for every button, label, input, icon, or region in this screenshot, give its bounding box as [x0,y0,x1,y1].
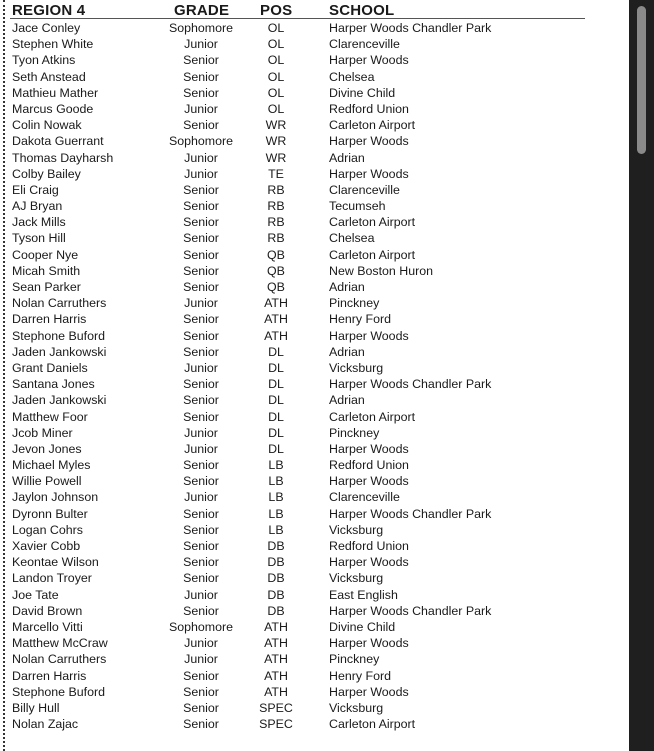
player-name: Cooper Nye [12,247,79,262]
player-grade-text: Senior [183,684,219,699]
player-grade-text: Senior [183,328,219,343]
player-grade-text: Senior [183,506,219,521]
table-row [0,360,620,376]
player-name: Jack Mills [12,215,66,230]
table-row [0,166,620,182]
player-name: Jaden Jankowski [12,344,107,359]
roster-table [0,20,620,732]
player-position-text: ATH [264,296,288,311]
player-grade-text: Sophomore [168,21,234,35]
player-school: Harper Woods [329,636,409,651]
player-school: Carleton Airport [329,118,416,133]
table-row [0,716,620,732]
player-name: Jaden Jankowski [12,393,107,408]
player-position-text: OL [267,37,285,52]
player-position-text: RB [267,199,285,214]
player-school: Redford Union [329,101,409,116]
player-grade-text: Junior [184,166,218,181]
player-position-text: DB [267,555,285,570]
player-name: Michael Myles [12,458,91,473]
player-grade-text: Senior [183,344,219,359]
player-name: Billy Hull [12,700,60,715]
player-grade-text: Senior [183,182,219,197]
player-position-text: ATH [264,636,288,651]
player-school: Adrian [329,344,365,359]
table-header [0,2,620,19]
table-row [0,489,620,505]
table-row [0,603,620,619]
player-school: Carleton Airport [329,717,416,732]
player-grade-text: Senior [183,231,219,246]
table-row [0,263,620,279]
player-school: Henry Ford [329,668,391,683]
player-position-text: DL [268,425,284,440]
player-school: Vicksburg [329,360,384,375]
player-grade-text: Senior [183,458,219,473]
table-row [0,506,620,522]
player-school: Harper Woods [329,474,409,489]
table-row [0,700,620,716]
player-school: New Boston Huron [329,263,433,278]
player-name: Santana Jones [12,377,95,392]
table-row [0,473,620,489]
player-name: Dakota Guerrant [12,134,104,149]
player-name: Marcello Vitti [12,619,83,634]
player-grade-text: Junior [184,150,218,165]
player-name: Joe Tate [12,587,59,602]
player-grade-text: Senior [183,539,219,553]
player-position-text: ATH [264,652,288,667]
player-grade-text: Senior [183,555,219,570]
player-school: Harper Woods Chandler Park [329,603,492,618]
table-row [0,214,620,230]
player-school: Henry Ford [329,312,391,327]
player-grade-text: Junior [184,636,218,651]
player-name: Matthew Foor [12,409,88,424]
player-name: Colin Nowak [12,118,82,133]
player-name: Darren Harris [12,312,87,327]
player-grade-text: Senior [183,215,219,230]
table-row [0,570,620,586]
player-name: Landon Troyer [12,571,92,586]
player-grade-text: Junior [184,490,218,505]
player-name: Micah Smith [12,263,81,278]
player-name: David Brown [12,603,83,618]
player-position-text: QB [267,263,285,278]
player-school: Pinckney [329,652,380,667]
player-school: Divine Child [329,85,396,100]
table-row [0,554,620,570]
header-region: REGION 4 [12,2,86,19]
player-name: Stephone Buford [12,684,106,699]
table-row [0,441,620,457]
table-row [0,182,620,198]
player-position-text: LB [268,506,284,521]
table-row [0,587,620,603]
player-school: Redford Union [329,539,409,553]
player-school: Harper Woods [329,441,409,456]
player-position-text: ATH [264,619,288,634]
player-name: Darren Harris [12,668,87,683]
player-school: Harper Woods Chandler Park [329,377,492,392]
player-position-text: OL [267,85,285,100]
player-grade-text: Junior [184,101,218,116]
player-position-text: WR [265,118,287,133]
player-grade-text: Senior [183,409,219,424]
player-name: Logan Cohrs [12,522,83,537]
player-name: Tyon Atkins [12,53,76,68]
player-grade-text: Junior [184,360,218,375]
player-position-text: ATH [264,668,288,683]
player-position-text: QB [267,280,285,294]
player-position-text: OL [267,101,285,116]
player-position-text: DB [267,571,285,586]
player-name: Matthew McCraw [12,636,108,651]
player-name: Jace Conley [12,21,81,35]
player-grade-text: Senior [183,312,219,327]
player-position-text: LB [268,522,284,537]
player-position-text: DL [268,344,284,359]
player-grade-text: Senior [183,280,219,294]
table-row [0,36,620,52]
table-row [0,522,620,538]
player-school: Harper Woods Chandler Park [329,21,492,35]
player-position-text: LB [268,490,284,505]
table-row [0,392,620,408]
scrollbar[interactable] [629,0,654,751]
player-position-text: SPEC [259,700,293,715]
player-grade-text: Sophomore [168,134,234,149]
player-school: East English [329,587,398,602]
player-school: Pinckney [329,425,380,440]
player-grade-text: Senior [183,247,219,262]
player-grade-text: Junior [184,296,218,311]
table-row [0,230,620,246]
player-school: Clarenceville [329,182,400,197]
player-name: Colby Bailey [12,166,81,181]
table-row [0,409,620,425]
player-name: Jevon Jones [12,441,82,456]
player-grade-text: Senior [183,53,219,68]
player-name: AJ Bryan [12,199,63,214]
player-school: Vicksburg [329,700,384,715]
header-school: SCHOOL [329,2,395,19]
table-row [0,133,620,149]
header-underline [10,18,585,19]
player-school: Redford Union [329,458,409,473]
table-row [0,150,620,166]
table-row [0,425,620,441]
player-grade-text: Senior [183,377,219,392]
player-school: Chelsea [329,69,375,84]
player-school: Harper Woods Chandler Park [329,506,492,521]
player-grade-text: Senior [183,668,219,683]
table-row [0,635,620,651]
player-position-text: OL [267,53,285,68]
player-school: Harper Woods [329,684,409,699]
player-position-text: RB [267,231,285,246]
player-name: Willie Powell [12,474,82,489]
player-school: Carleton Airport [329,247,416,262]
player-school: Chelsea [329,231,375,246]
player-name: Xavier Cobb [12,539,81,553]
player-position-text: SPEC [259,717,293,732]
player-name: Grant Daniels [12,360,88,375]
player-name: Sean Parker [12,280,81,294]
player-name: Eli Craig [12,182,59,197]
player-grade-text: Senior [183,474,219,489]
player-grade-text: Junior [184,652,218,667]
player-position-text: DL [268,377,284,392]
player-name: Stephen White [12,37,94,52]
player-grade-text: Senior [183,571,219,586]
player-position-text: LB [268,458,284,473]
player-grade-text: Sophomore [168,619,234,634]
player-position-text: TE [268,166,284,181]
player-school: Harper Woods [329,555,409,570]
player-school: Tecumseh [329,199,386,214]
player-school: Carleton Airport [329,215,416,230]
player-school: Harper Woods [329,53,409,68]
player-name: Jaylon Johnson [12,490,99,505]
player-position-text: DL [268,393,284,408]
player-grade-text: Senior [183,393,219,408]
table-row [0,52,620,68]
player-position-text: WR [265,134,287,149]
player-school: Clarenceville [329,490,400,505]
player-position-text: DL [268,409,284,424]
table-row [0,538,620,554]
table-row [0,117,620,133]
player-school: Adrian [329,280,365,294]
table-row [0,198,620,214]
player-position-text: QB [267,247,285,262]
player-grade-text: Junior [184,37,218,52]
player-name: Dyronn Bulter [12,506,88,521]
player-position-text: WR [265,150,287,165]
player-name: Nolan Carruthers [12,652,107,667]
player-name: Thomas Dayharsh [12,150,114,165]
player-grade-text: Junior [184,587,218,602]
player-grade-text: Senior [183,85,219,100]
player-grade-text: Junior [184,441,218,456]
player-name: Jcob Miner [12,425,73,440]
player-school: Harper Woods [329,134,409,149]
player-name: Keontae Wilson [12,555,99,570]
player-grade-text: Senior [183,522,219,537]
player-position-text: DL [268,441,284,456]
table-row [0,651,620,667]
player-school: Carleton Airport [329,409,416,424]
player-grade-text: Senior [183,700,219,715]
header-grade: GRADE [174,2,230,19]
table-row [0,376,620,392]
player-school: Harper Woods [329,166,409,181]
player-school: Adrian [329,150,365,165]
player-grade-text: Senior [183,69,219,84]
player-position-text: RB [267,215,285,230]
table-row [0,101,620,117]
player-name: Tyson Hill [12,231,66,246]
table-row [0,69,620,85]
scrollbar-thumb[interactable] [637,6,646,154]
player-school: Pinckney [329,296,380,311]
player-school: Divine Child [329,619,396,634]
player-school: Adrian [329,393,365,408]
player-position-text: OL [267,69,285,84]
table-row [0,457,620,473]
table-row [0,20,620,36]
player-position-text: DB [267,587,285,602]
header-pos: POS [260,2,293,19]
player-grade-text: Senior [183,263,219,278]
table-row [0,279,620,295]
table-row [0,668,620,684]
table-row [0,295,620,311]
player-school: Clarenceville [329,37,400,52]
player-grade-text: Senior [183,603,219,618]
table-row [0,328,620,344]
table-row [0,311,620,327]
player-grade-text: Senior [183,717,219,732]
player-name: Nolan Carruthers [12,296,107,311]
player-grade-text: Senior [183,199,219,214]
player-grade-text: Junior [184,425,218,440]
player-school: Vicksburg [329,571,384,586]
player-name: Marcus Goode [12,101,94,116]
player-position-text: ATH [264,328,288,343]
player-name: Seth Anstead [12,69,86,84]
table-row [0,619,620,635]
player-position-text: ATH [264,312,288,327]
table-row [0,684,620,700]
player-position-text: DB [267,603,285,618]
player-position-text: ATH [264,684,288,699]
player-school: Harper Woods [329,328,409,343]
player-name: Mathieu Mather [12,85,99,100]
player-school: Vicksburg [329,522,384,537]
player-position-text: RB [267,182,285,197]
table-row [0,344,620,360]
player-name: Stephone Buford [12,328,106,343]
table-row [0,247,620,263]
player-position-text: DL [268,360,284,375]
player-position-text: DB [267,539,285,553]
player-name: Nolan Zajac [12,717,79,732]
player-position-text: OL [267,21,285,35]
player-position-text: LB [268,474,284,489]
table-row [0,85,620,101]
player-grade-text: Senior [183,118,219,133]
